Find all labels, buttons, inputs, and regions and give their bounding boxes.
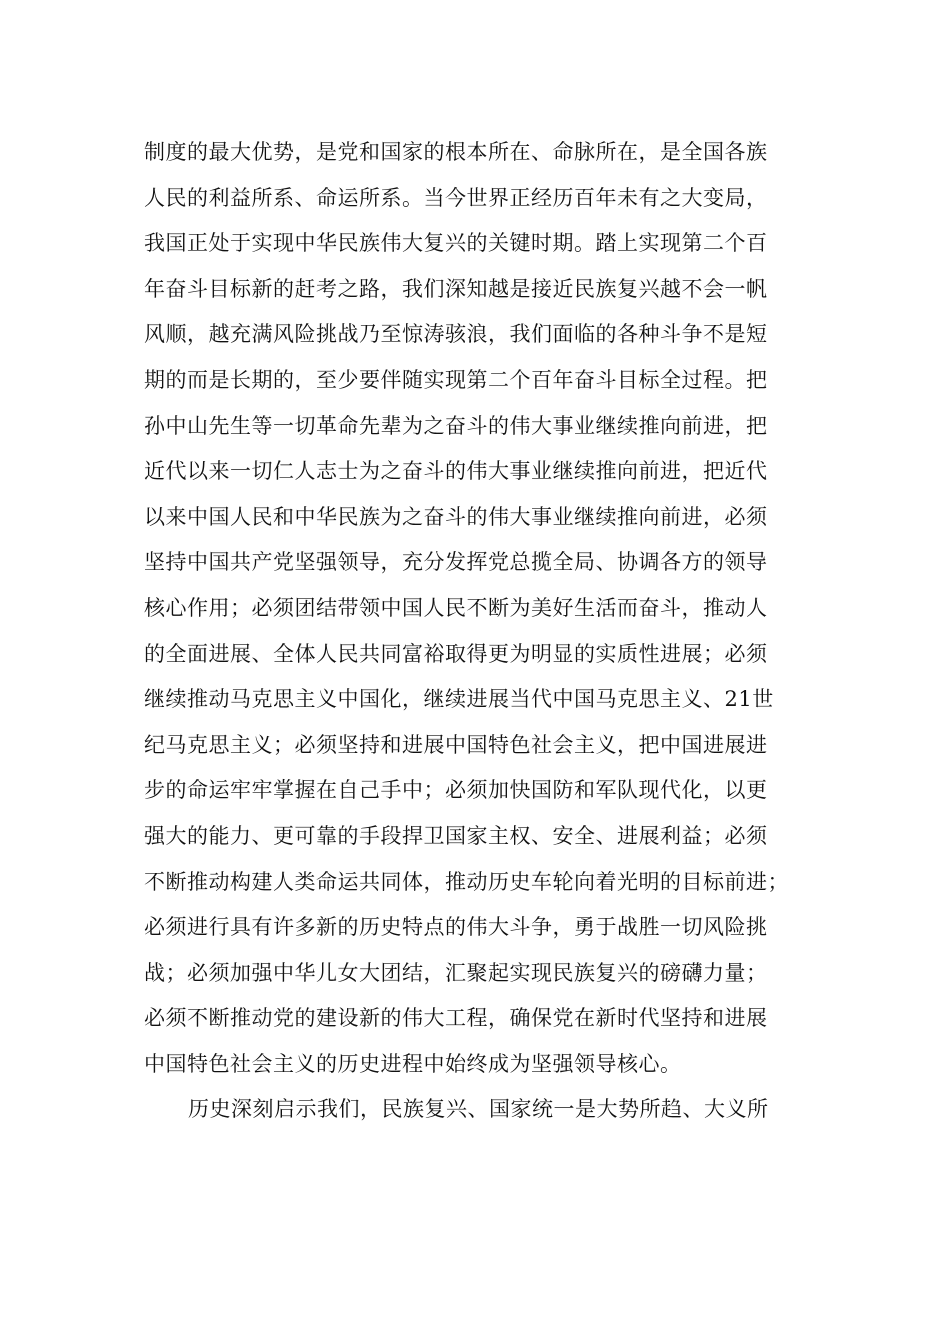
text-line: 继续推动马克思主义中国化，继续进展当代中国马克思主义、21世 — [144, 687, 774, 712]
text-line: 历史深刻启示我们，民族复兴、国家统一是大势所趋、大义所 — [188, 1097, 769, 1122]
text-line: 风顺，越充满风险挑战乃至惊涛骇浪，我们面临的各种斗争不是短 — [144, 322, 768, 347]
text-line: 孙中山先生等一切革命先辈为之奋斗的伟大事业继续推向前进，把 — [144, 413, 768, 438]
text-line: 纪马克思主义；必须坚持和进展中国特色社会主义，把中国进展进 — [144, 732, 768, 757]
text-line: 期的而是长期的，至少要伴随实现第二个百年奋斗目标全过程。把 — [144, 367, 768, 392]
text-line: 我国正处于实现中华民族伟大复兴的关键时期。踏上实现第二个百 — [144, 231, 768, 256]
text-line: 年奋斗目标新的赶考之路，我们深知越是接近民族复兴越不会一帆 — [144, 276, 768, 301]
text-line: 人民的利益所系、命运所系。当今世界正经历百年未有之大变局， — [144, 185, 768, 210]
text-line: 战；必须加强中华儿女大团结，汇聚起实现民族复兴的磅礴力量； — [144, 960, 768, 985]
text-line: 近代以来一切仁人志士为之奋斗的伟大事业继续推向前进，把近代 — [144, 459, 768, 484]
text-line: 步的命运牢牢掌握在自己手中；必须加快国防和军队现代化，以更 — [144, 778, 768, 803]
text-line: 必须进行具有许多新的历史特点的伟大斗争，勇于战胜一切风险挑 — [144, 915, 768, 940]
text-line: 的全面进展、全体人民共同富裕取得更为明显的实质性进展；必须 — [144, 641, 768, 666]
text-line: 制度的最大优势，是党和国家的根本所在、命脉所在，是全国各族 — [144, 140, 768, 164]
paragraph — [144, 1087, 844, 1133]
document-body — [144, 130, 844, 1133]
text-line: 核心作用；必须团结带领中国人民不断为美好生活而奋斗，推动人 — [144, 595, 768, 620]
text-line: 以来中国人民和中华民族为之奋斗的伟大事业继续推向前进，必须 — [144, 504, 768, 529]
text-line: 必须不断推动党的建设新的伟大工程，确保党在新时代坚持和进展 — [144, 1006, 768, 1031]
paragraph — [144, 130, 844, 1087]
text-line: 强大的能力、更可靠的手段捍卫国家主权、安全、进展利益；必须 — [144, 823, 768, 848]
text-line: 不断推动构建人类命运共同体，推动历史车轮向着光明的目标前进； — [144, 869, 789, 894]
text-line: 坚持中国共产党坚强领导，充分发挥党总揽全局、协调各方的领导 — [144, 550, 768, 575]
text-line: 中国特色社会主义的历史进程中始终成为坚强领导核心。 — [144, 1051, 682, 1076]
